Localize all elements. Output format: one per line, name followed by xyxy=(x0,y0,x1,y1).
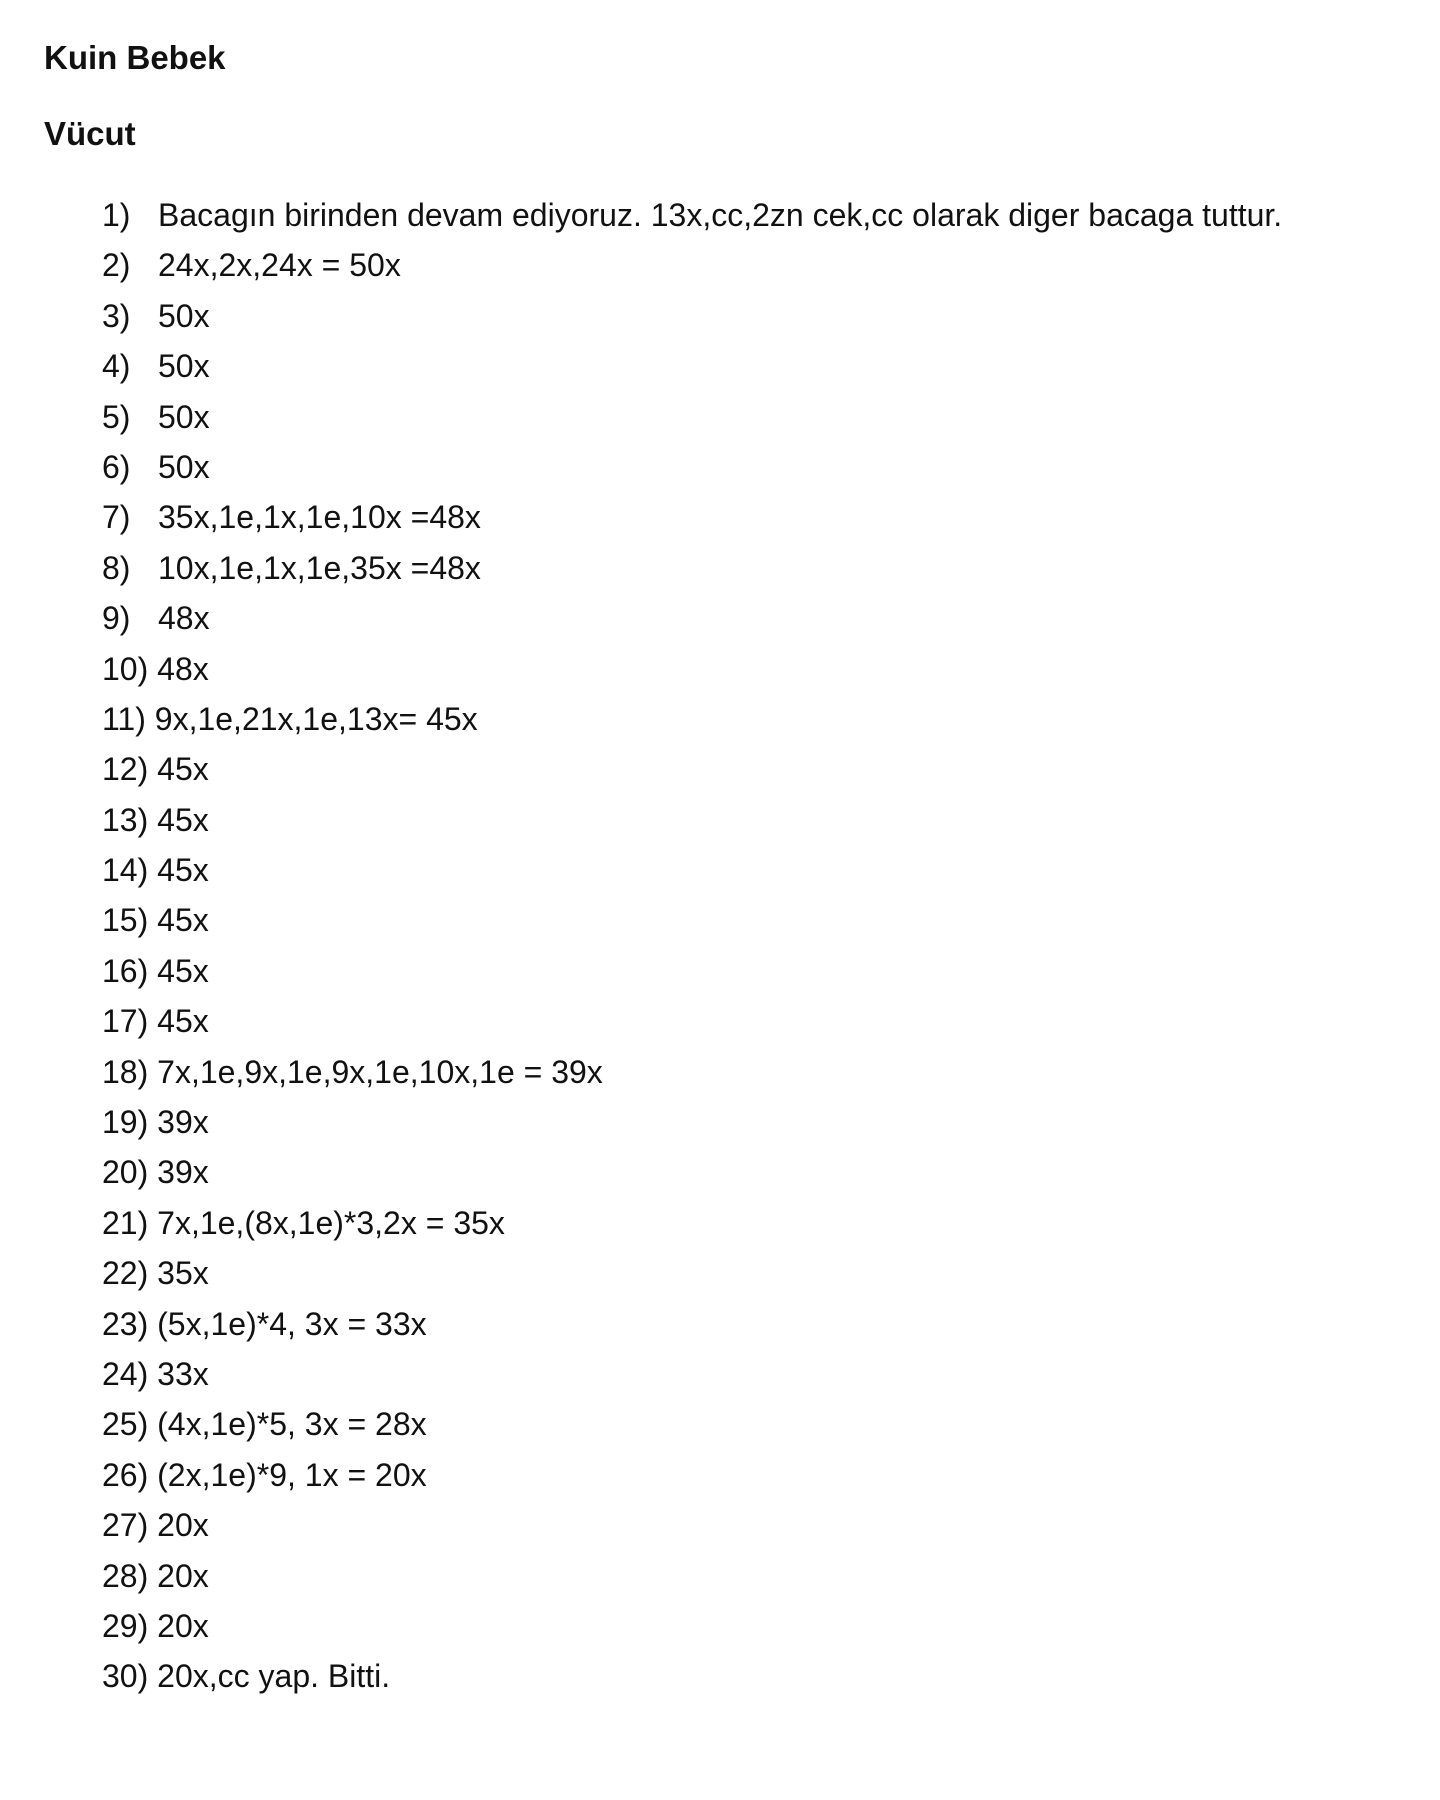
row-number: 26) xyxy=(102,1456,149,1493)
row-number: 9) xyxy=(102,600,131,637)
row-number: 30) xyxy=(102,1658,149,1695)
row-number: 23) xyxy=(102,1305,149,1342)
row-number: 5) xyxy=(102,398,131,435)
row-instruction: 20x xyxy=(157,1557,209,1594)
pattern-row xyxy=(102,1147,1422,1197)
row-instruction: 45x xyxy=(157,801,209,838)
section-title: Vücut xyxy=(44,115,136,152)
row-instruction: 10x,1e,1x,1e,35x =48x xyxy=(158,549,481,586)
row-instruction: 24x,2x,24x = 50x xyxy=(158,247,401,284)
row-number: 3) xyxy=(102,297,131,334)
row-instruction: 45x xyxy=(157,852,209,889)
row-instruction: 50x xyxy=(158,348,210,385)
row-instruction: 50x xyxy=(158,448,210,485)
row-number: 6) xyxy=(102,448,131,485)
row-number: 10) xyxy=(102,650,149,687)
pattern-row xyxy=(102,190,1422,240)
row-instruction: 50x xyxy=(158,297,210,334)
pattern-row xyxy=(102,1500,1422,1550)
row-number: 12) xyxy=(102,751,149,788)
row-instruction: 35x,1e,1x,1e,10x =48x xyxy=(158,499,481,536)
row-instruction: 20x,cc yap. Bitti. xyxy=(157,1658,391,1695)
pattern-row xyxy=(102,240,1422,290)
pattern-row xyxy=(102,1198,1422,1248)
pattern-row xyxy=(102,744,1422,794)
row-instruction: 45x xyxy=(157,952,209,989)
row-instruction: (4x,1e)*5, 3x = 28x xyxy=(157,1406,427,1443)
row-number: 29) xyxy=(102,1607,149,1644)
row-number: 21) xyxy=(102,1204,149,1241)
pattern-row xyxy=(102,593,1422,643)
row-instruction: 48x xyxy=(157,650,209,687)
pattern-row xyxy=(102,1399,1422,1449)
pattern-row xyxy=(102,694,1422,744)
pattern-row xyxy=(102,492,1422,542)
row-number: 7) xyxy=(102,499,131,536)
row-number: 8) xyxy=(102,549,131,586)
row-number: 25) xyxy=(102,1406,149,1443)
pattern-row xyxy=(102,1299,1422,1349)
row-instruction: 20x xyxy=(157,1507,209,1544)
row-number: 22) xyxy=(102,1255,149,1292)
row-instruction: 45x xyxy=(157,902,209,939)
row-instruction: 50x xyxy=(158,398,210,435)
row-number: 28) xyxy=(102,1557,149,1594)
pattern-row xyxy=(102,442,1422,492)
row-instruction: 48x xyxy=(158,600,210,637)
row-instruction: 33x xyxy=(157,1355,209,1392)
pattern-row xyxy=(102,1349,1422,1399)
document-title: Kuin Bebek xyxy=(44,39,226,76)
row-number: 17) xyxy=(102,1003,149,1040)
row-number: 18) xyxy=(102,1053,149,1090)
row-number: 20) xyxy=(102,1154,149,1191)
pattern-row xyxy=(102,392,1422,442)
pattern-row xyxy=(102,996,1422,1046)
pattern-row xyxy=(102,1248,1422,1298)
pattern-row xyxy=(102,341,1422,391)
row-instruction: 39x xyxy=(157,1104,209,1141)
row-number: 19) xyxy=(102,1104,149,1141)
row-instruction: 7x,1e,9x,1e,9x,1e,10x,1e = 39x xyxy=(157,1053,603,1090)
pattern-row xyxy=(102,1551,1422,1601)
row-number: 27) xyxy=(102,1507,149,1544)
row-number: 11) xyxy=(102,700,146,737)
row-instruction: (2x,1e)*9, 1x = 20x xyxy=(157,1456,427,1493)
row-instruction: 45x xyxy=(157,1003,209,1040)
pattern-row xyxy=(102,795,1422,845)
pattern-rows-list xyxy=(102,190,1422,1702)
pattern-row xyxy=(102,644,1422,694)
row-number: 4) xyxy=(102,348,131,385)
pattern-row xyxy=(102,291,1422,341)
row-instruction: 39x xyxy=(157,1154,209,1191)
row-instruction: 35x xyxy=(157,1255,209,1292)
row-instruction: Bacagın birinden devam ediyoruz. 13x,cc,2zn cek,cc olarak diger bacaga tuttur. xyxy=(158,197,1283,233)
row-number: 15) xyxy=(102,902,149,939)
pattern-row xyxy=(102,946,1422,996)
row-number: 16) xyxy=(102,952,149,989)
pattern-row xyxy=(102,1047,1422,1097)
row-number: 2) xyxy=(102,247,131,284)
pattern-row xyxy=(102,1601,1422,1651)
pattern-row xyxy=(102,895,1422,945)
row-instruction: 20x xyxy=(157,1607,209,1644)
row-number: 24) xyxy=(102,1355,149,1392)
pattern-row xyxy=(102,1097,1422,1147)
row-instruction: 9x,1e,21x,1e,13x= 45x xyxy=(154,700,478,737)
pattern-row xyxy=(102,1450,1422,1500)
pattern-row xyxy=(102,543,1422,593)
row-instruction: 45x xyxy=(157,751,209,788)
row-instruction: 7x,1e,(8x,1e)*3,2x = 35x xyxy=(157,1204,505,1241)
pattern-row xyxy=(102,1651,1422,1701)
row-number: 14) xyxy=(102,852,149,889)
row-instruction: (5x,1e)*4, 3x = 33x xyxy=(157,1305,427,1342)
row-number: 13) xyxy=(102,801,149,838)
row-number: 1) xyxy=(102,197,131,233)
pattern-row xyxy=(102,845,1422,895)
